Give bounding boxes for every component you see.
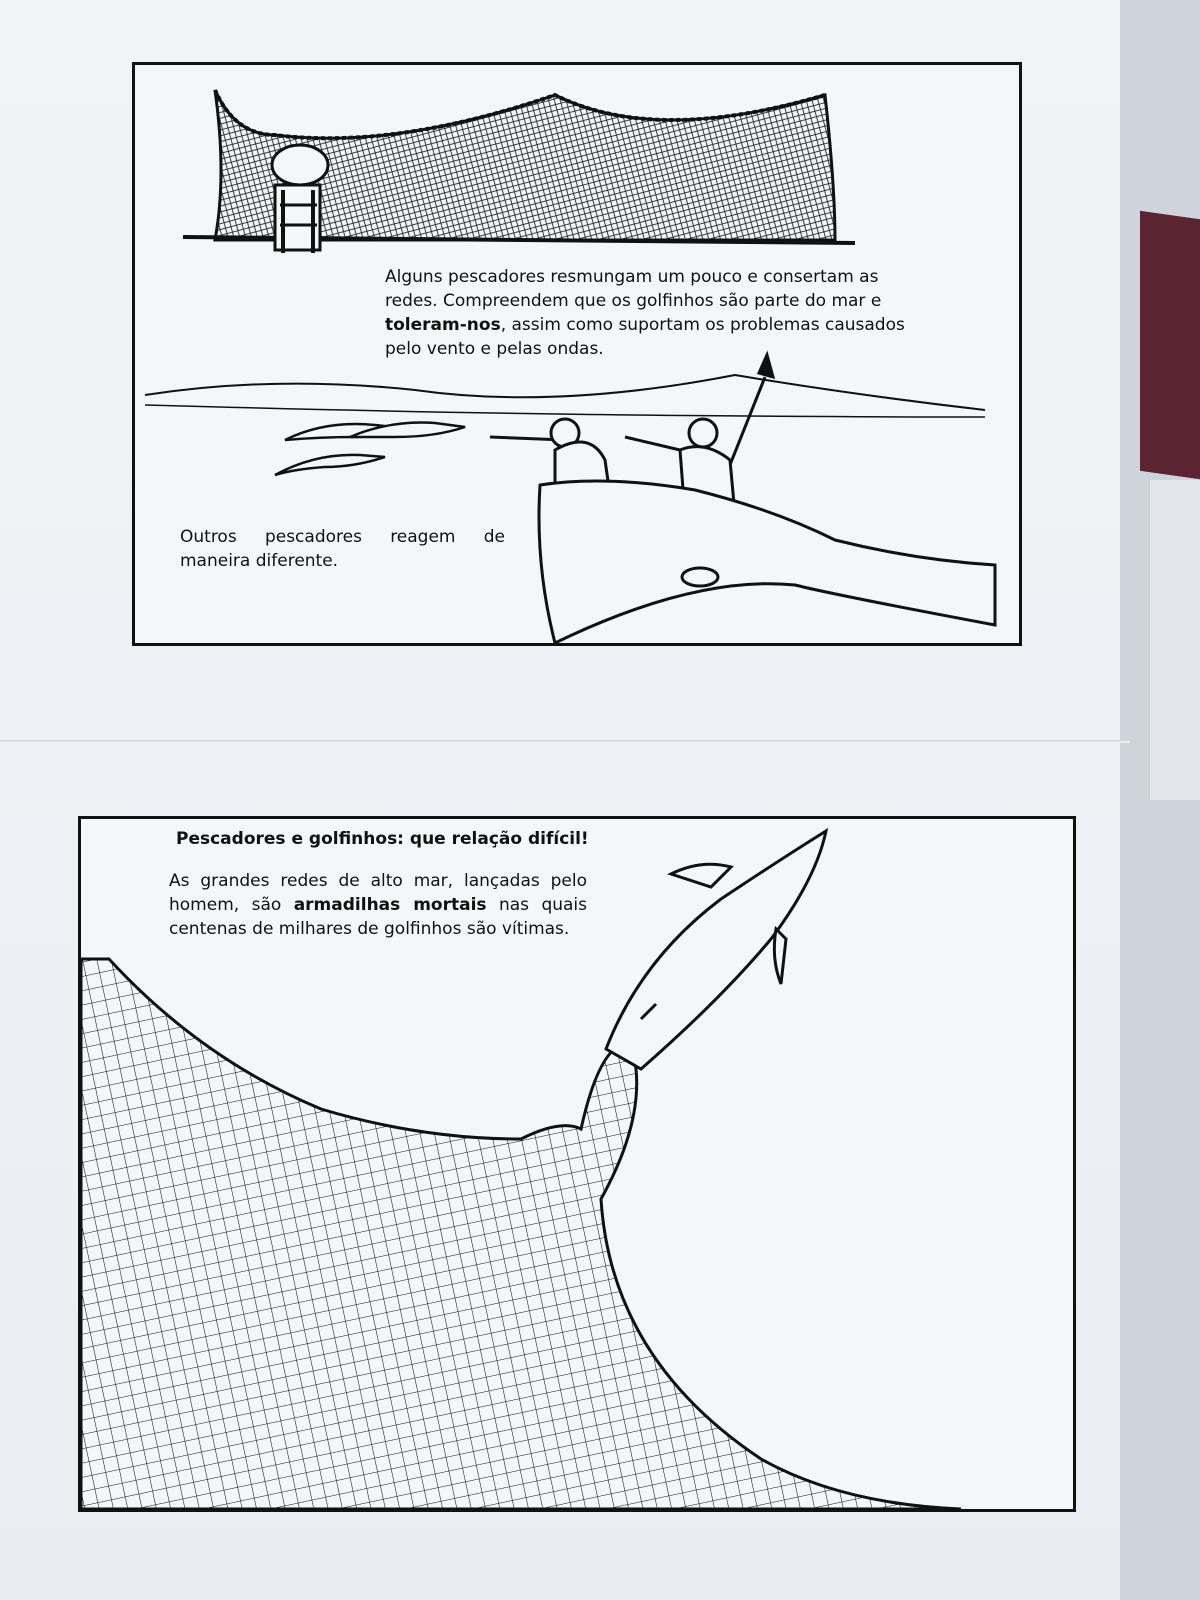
top-comic-panel [132, 62, 1022, 646]
swimming-dolphins [275, 423, 465, 475]
bottom-panel-title: Pescadores e golfinhos: que relação difícil! [176, 829, 589, 849]
boat-bow [539, 481, 995, 643]
underlying-sheet [1150, 480, 1200, 800]
fishing-net [81, 959, 961, 1509]
fisherman-repairing-net [272, 145, 328, 253]
bottom-comic-panel [78, 816, 1076, 1512]
trapped-dolphin [606, 831, 826, 1069]
bold-phrase-armadilhas-mortais: armadilhas mortais [293, 895, 487, 915]
paragraph-tolerance-end: , assim como suportam os problemas causados pelo vento e pelas ondas. [385, 315, 905, 359]
paragraph-tolerance-start: Alguns pescadores resmungam um pouco e consertam as redes. Compreendem que os golfinhos são parte do mar e [385, 267, 882, 311]
paragraph-tolerance [385, 265, 925, 361]
paragraph-deadly-nets [169, 869, 587, 941]
paper-fold-line [0, 740, 1130, 743]
bold-phrase-toleram-nos: toleram-nos [385, 315, 501, 335]
paragraph-deadly-nets-end: nas quais centenas de milhares de golfinhos são vítimas. [169, 895, 588, 939]
background-object [1140, 211, 1200, 479]
paragraph-other-fishermen: Outros pescadores reagem de maneira diferente. [180, 527, 505, 571]
paragraph-deadly-nets-start: As grandes redes de alto mar, lançadas pelo homem, são [169, 871, 587, 915]
